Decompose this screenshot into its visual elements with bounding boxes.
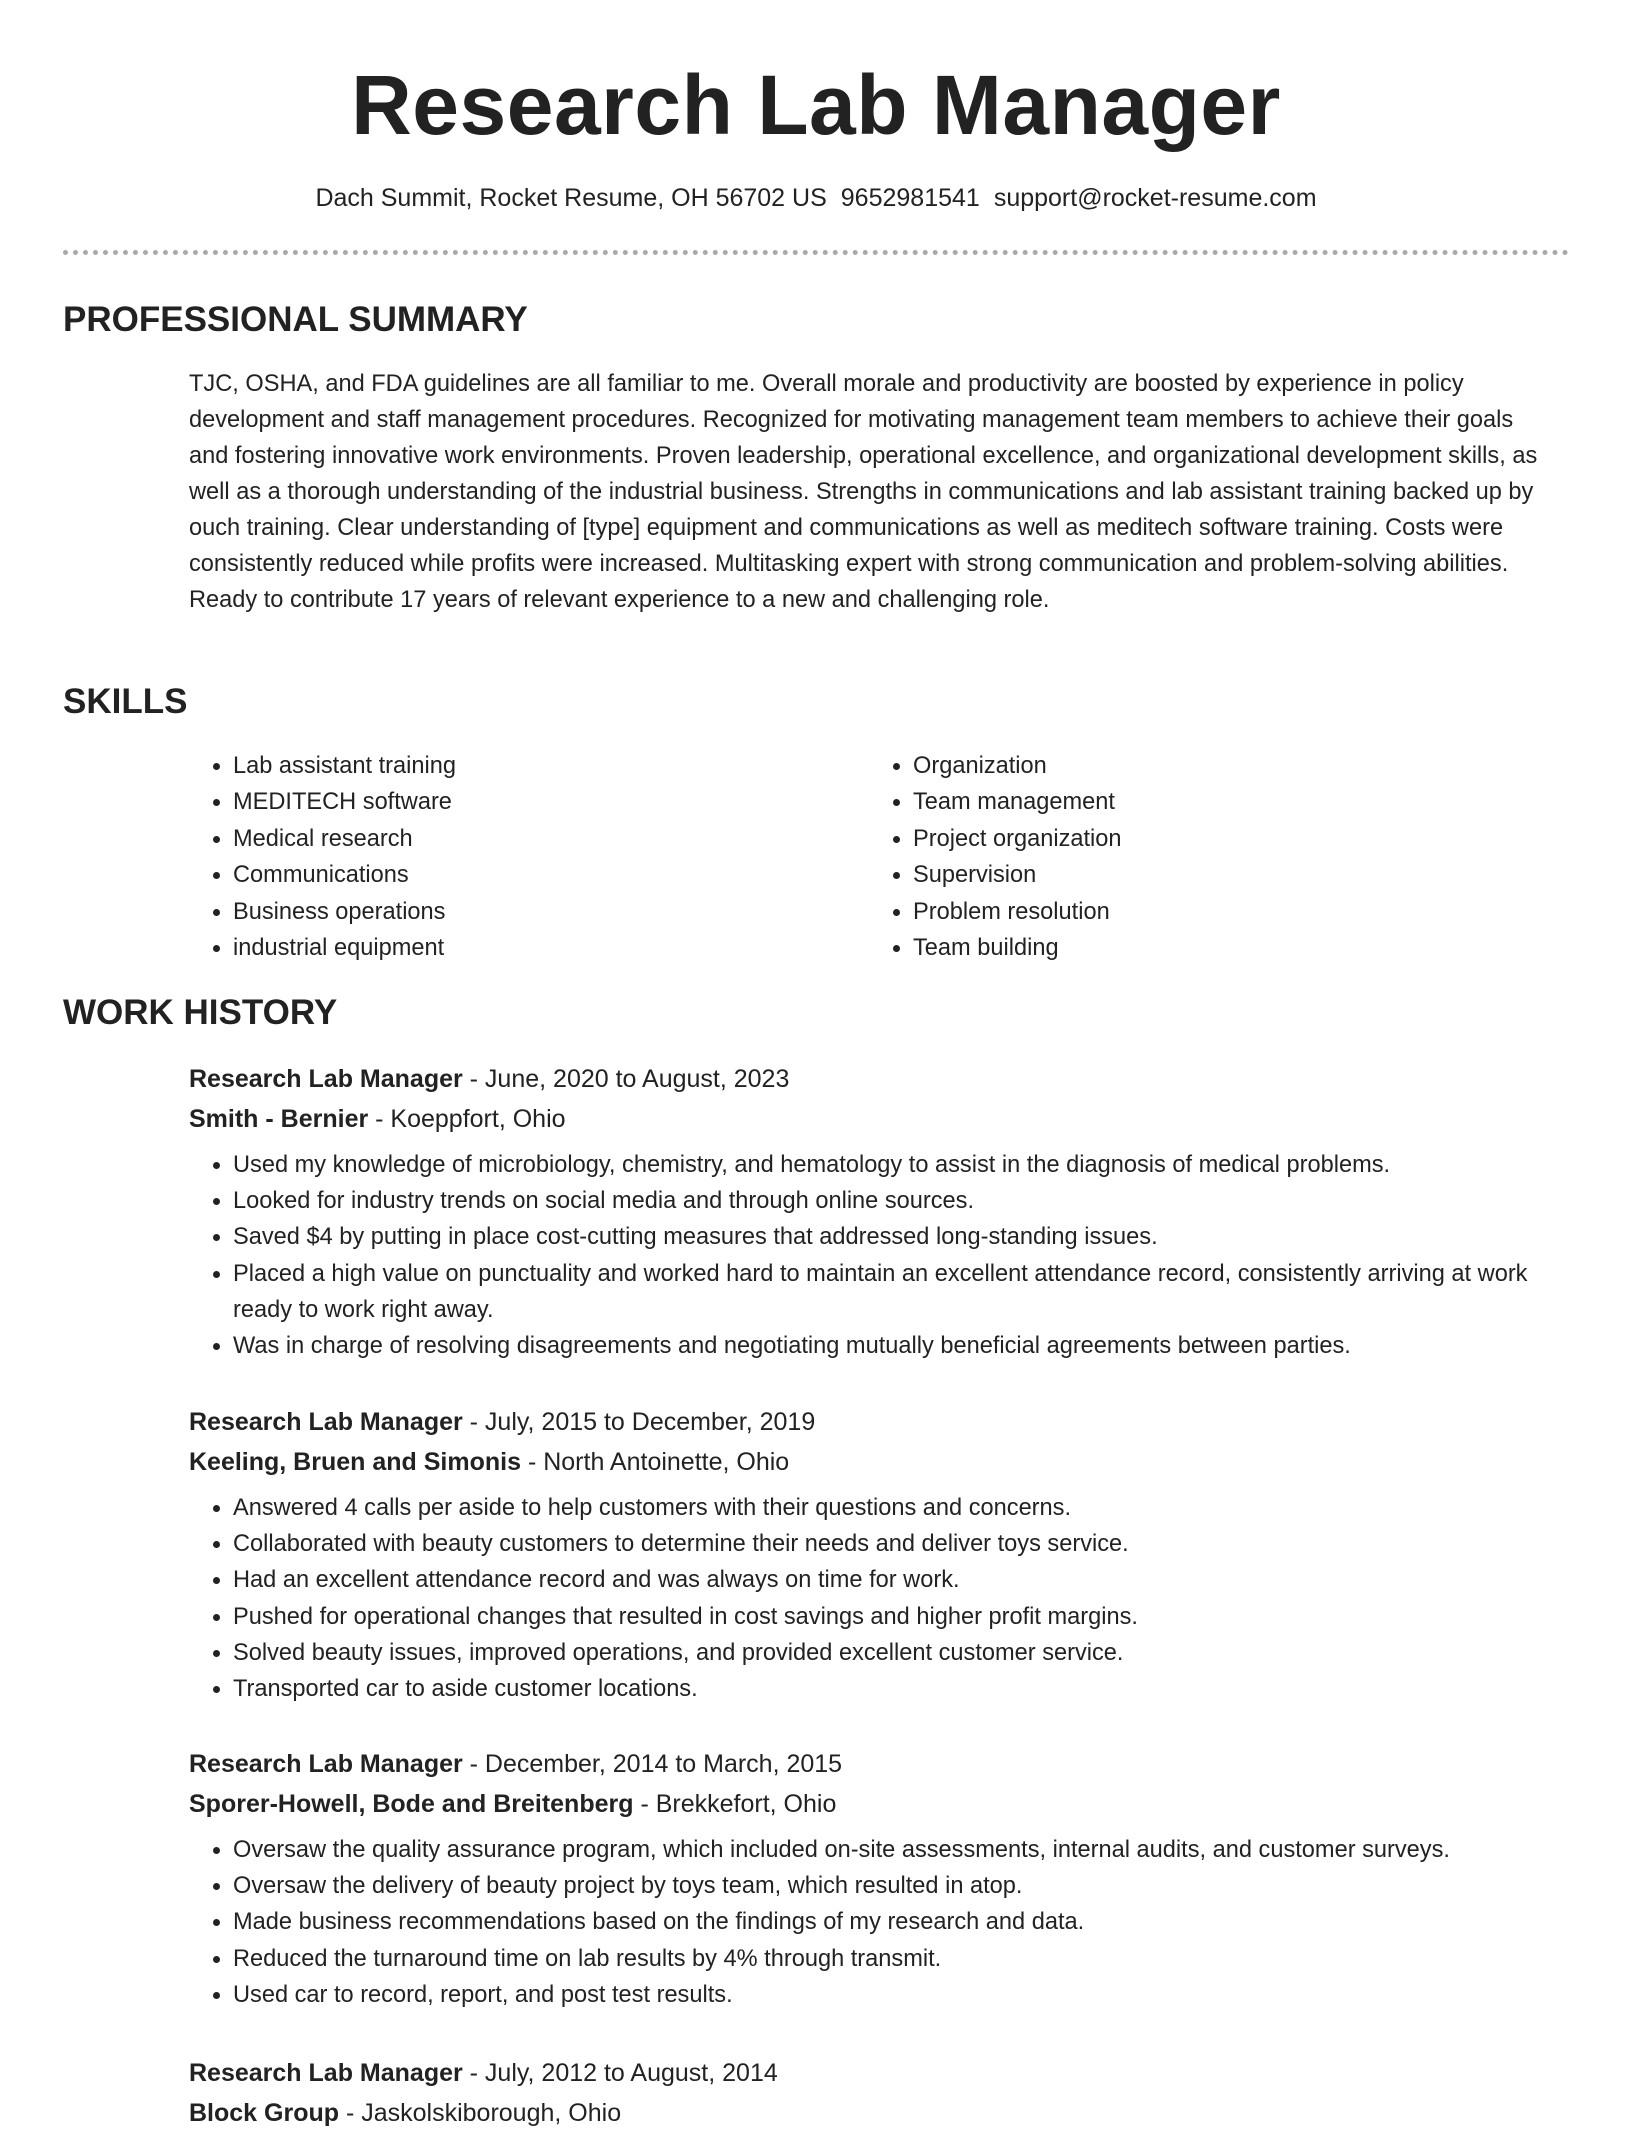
job-entry <box>189 2053 1564 2133</box>
skill-item: • Team building <box>913 930 1122 966</box>
skill-item: • Lab assistant training <box>233 748 456 784</box>
job-entry <box>189 1744 1564 2013</box>
job-dates: - December, 2014 to March, 2015 <box>462 1750 843 1778</box>
job-company-line <box>189 1784 1564 1824</box>
job-bullet: • Saved $4 by putting in place cost-cutting measures that addressed long-standing issues. <box>233 1219 1564 1255</box>
skill-item: • MEDITECH software <box>233 784 456 820</box>
work-history-heading: WORK HISTORY <box>63 993 338 1032</box>
job-bullet: • Was in charge of resolving disagreements and negotiating mutually beneficial agreements between parties. <box>233 1328 1564 1364</box>
job-bullet: • Placed a high value on punctuality and worked hard to maintain an excellent attendance record, consistently arriving at work ready to work right away. <box>233 1256 1564 1328</box>
job-location: - Koeppfort, Ohio <box>368 1105 566 1133</box>
skills-list-right <box>869 748 1122 966</box>
job-bullets <box>189 1490 1564 1707</box>
job-bullet: • Transported car to aside customer locations. <box>233 1671 1564 1707</box>
job-bullet: • Made business recommendations based on the findings of my research and data. <box>233 1904 1564 1940</box>
job-company: Smith - Bernier <box>189 1105 369 1133</box>
skill-item: • Business operations <box>233 894 456 930</box>
job-company: Keeling, Bruen and Simonis <box>189 1448 521 1476</box>
contact-address: Dach Summit, Rocket Resume, OH 56702 US <box>315 184 827 212</box>
job-bullet: • Oversaw the quality assurance program, which included on-site assessments, internal audits, and customer surveys. <box>233 1832 1564 1868</box>
skill-item: • Medical research <box>233 821 456 857</box>
skills-heading: SKILLS <box>63 682 188 721</box>
skill-item: • Team management <box>913 784 1122 820</box>
skill-item: • Problem resolution <box>913 894 1122 930</box>
header-divider <box>63 250 1569 255</box>
job-dates: - July, 2015 to December, 2019 <box>462 1408 816 1436</box>
job-location: - Jaskolskiborough, Ohio <box>339 2099 622 2127</box>
contact-phone: 9652981541 <box>840 184 980 212</box>
job-company-line <box>189 1442 1564 1482</box>
job-bullet: • Looked for industry trends on social media and through online sources. <box>233 1183 1564 1219</box>
job-title-line <box>189 2053 1564 2093</box>
job-bullet: • Answered 4 calls per aside to help customers with their questions and concerns. <box>233 1490 1564 1526</box>
job-entry <box>189 1059 1564 1364</box>
summary-text: TJC, OSHA, and FDA guidelines are all familiar to me. Overall morale and productivity are boosted by experience in policy development and staff management procedures. Recognized for motivating management team members to achieve their goals and fostering innovative work environments. Proven leadership, operational excellence, and organizational development skills, as well as a thorough understanding of the industrial business. Strengths in communications and lab assistant training backed up by ouch training. Clear understanding of [type] equipment and communications as well as meditech software training. Costs were consistently reduced while profits were increased. Multitasking expert with strong communication and problem-solving abilities. Ready to contribute 17 years of relevant experience to a new and challenging role. <box>189 371 1538 613</box>
job-bullet: • Pushed for operational changes that resulted in cost savings and higher profit margins. <box>233 1599 1564 1635</box>
job-company-line <box>189 1099 1564 1139</box>
job-title-line <box>189 1744 1564 1784</box>
job-title: Research Lab Manager <box>189 1408 463 1436</box>
job-bullets <box>189 1832 1564 2013</box>
job-bullet: • Used car to record, report, and post test results. <box>233 1977 1564 2013</box>
job-location: - North Antoinette, Ohio <box>521 1448 790 1476</box>
job-bullet: • Collaborated with beauty customers to determine their needs and deliver toys service. <box>233 1526 1564 1562</box>
skill-item: • industrial equipment <box>233 930 456 966</box>
job-company: Block Group <box>189 2099 340 2127</box>
job-bullet: • Oversaw the delivery of beauty project by toys team, which resulted in atop. <box>233 1868 1564 1904</box>
job-bullet: • Reduced the turnaround time on lab results by 4% through transmit. <box>233 1941 1564 1977</box>
skill-item: • Supervision <box>913 857 1122 893</box>
skill-item: • Communications <box>233 857 456 893</box>
job-company-line <box>189 2093 1564 2133</box>
job-title: Research Lab Manager <box>189 1065 463 1093</box>
job-location: - Brekkefort, Ohio <box>633 1790 837 1818</box>
job-bullet: • Used my knowledge of microbiology, chemistry, and hematology to assist in the diagnosis of medical problems. <box>233 1147 1564 1183</box>
resume-name: Research Lab Manager <box>351 58 1281 152</box>
job-title-line <box>189 1059 1564 1099</box>
job-title: Research Lab Manager <box>189 1750 463 1778</box>
skill-item: • Organization <box>913 748 1122 784</box>
job-title-line <box>189 1402 1564 1442</box>
job-entry <box>189 1402 1564 1707</box>
job-bullet: • Solved beauty issues, improved operations, and provided excellent customer service. <box>233 1635 1564 1671</box>
job-dates: - July, 2012 to August, 2014 <box>462 2059 778 2087</box>
contact-info <box>0 180 1632 216</box>
job-bullet: • Had an excellent attendance record and was always on time for work. <box>233 1562 1564 1598</box>
job-dates: - June, 2020 to August, 2023 <box>462 1065 790 1093</box>
job-bullets <box>189 1147 1564 1364</box>
skills-list-left <box>189 748 456 966</box>
job-company: Sporer-Howell, Bode and Breitenberg <box>189 1790 634 1818</box>
contact-email[interactable]: support@rocket-resume.com <box>993 184 1317 212</box>
skill-item: • Project organization <box>913 821 1122 857</box>
summary-heading: PROFESSIONAL SUMMARY <box>63 300 528 339</box>
job-title: Research Lab Manager <box>189 2059 463 2087</box>
